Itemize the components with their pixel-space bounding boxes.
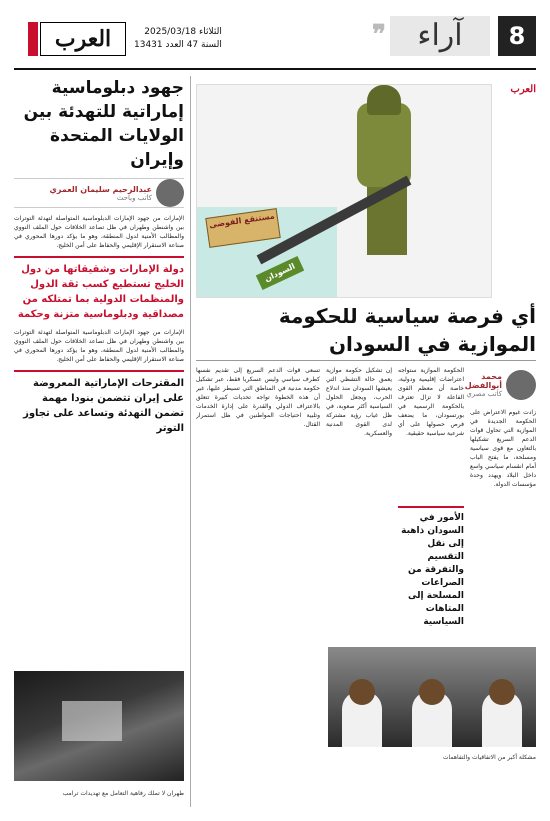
main-photo-caption: مشكلة أكبر من الاتفاقيات والتفاهمات [442, 754, 536, 761]
article-column-1: زادت غيوم الاعتراض على الحكومة الجديدة في الموازية التي تحاول قوات الدعم السريع تشكيلها بالتعاون مع قوى سياسية ومسلحة، ما يفتح الباب أمام انقسام سياسي واسع داخل البلاد ويهدد وحدة مؤسسات الدولة. [470, 409, 536, 488]
main-byline [464, 366, 536, 404]
author-name: محمد أبوالفضل [464, 372, 502, 390]
main-author-block [465, 372, 502, 398]
headline-rule [196, 360, 536, 361]
left-body-text: الإمارات من جهود الإمارات الدبلوماسية المتواصلة لتهدئة التوترات بين واشنطن وطهران في ظل تصاعد الخلافات حول الملف النووي والمطالب الأمنية لدول المنطقة، وهو ما يؤكد دورها المحوري في صناعة الاستقرار الإقليمي والحفاظ على أمن الخليج. [14, 215, 184, 249]
logo: العرب [40, 22, 126, 56]
issue-text: السنة 47 العدد 13431 [134, 40, 222, 50]
main-article [196, 76, 536, 807]
cartoon-sign: مستنقع الفوضى [205, 208, 280, 248]
left-pullquote: دولة الإمارات وشقيقاتها من دول الخليج تستطيع كسب ثقة الدول والمنظمات الدولية بما تمتلكه من مصداقية ودبلوماسية متزنة وحكمة [14, 256, 184, 322]
quote-icon: ❞ [372, 20, 386, 50]
main-headline: أي فرصة سياسية للحكومة الموازية في السودان [278, 304, 536, 356]
cartoon-soldier [357, 103, 411, 187]
dateline [134, 26, 222, 52]
column-separator [190, 76, 191, 807]
header-rule [14, 68, 536, 70]
main-photo [328, 647, 536, 747]
tv-screen [62, 701, 122, 741]
section-title: آراء [390, 16, 490, 56]
author-name: عبدالرحيم سليمان العمري [49, 184, 152, 194]
article-column-3: إن تشكيل حكومة موازية يعمق حالة التشظي التي يعيشها السودان منذ اندلاع الحرب، ويجعل الحلول السياسية أكثر صعوبة، في ظل غياب رؤية مشتركة لدى القوى المدنية والعسكرية. [326, 367, 392, 437]
photo-head [419, 679, 445, 705]
main-pullquote: الأمور في السودان ذاهبة إلى نقل التقسيم والتفرقة من الصراعات المسلحة إلى المتاهات السياسية [398, 506, 464, 629]
left-photo [14, 671, 184, 781]
article-column-2: الحكومة الموازية ستواجه اعتراضات إقليمية ودولية، خاصة أن معظم القوى الفاعلة لا تزال تعترف بالحكومة الرسمية في بورتسودان، ما يضعف فرص حصولها على أي شرعية سياسية حقيقية. [398, 367, 464, 437]
left-pullquote-2: المقترحات الإماراتية المعروضة على إيران تتضمن بنودا مهمة تضمن التهدئة وتساعد على تجاوز التوتر [14, 370, 184, 436]
left-article-title: جهود دبلوماسية إماراتية للتهدئة بين الولايات المتحدة وإيران [23, 78, 184, 170]
cartoon-soldier-helmet [367, 85, 401, 115]
cartoon-logo: العرب [510, 84, 536, 95]
masthead [14, 14, 536, 68]
date-text: الثلاثاء 2025/03/18 [144, 27, 222, 37]
avatar [156, 179, 184, 207]
left-photo-caption: طهران لا تملك رفاهية التعامل مع تهديدات ترامب [62, 790, 184, 797]
author-role: كاتب وباحث [116, 193, 152, 202]
avatar [506, 370, 536, 400]
left-byline [14, 178, 184, 208]
photo-head [489, 679, 515, 705]
cartoon-bottle: السودان [256, 256, 304, 290]
photo-head [349, 679, 375, 705]
article-column-4: تسعى قوات الدعم السريع إلى تقديم نفسها كطرف سياسي وليس عسكريا فقط، عبر تشكيل حكومة مدنية في المناطق التي تسيطر عليها، غير أن هذه الخطوة تواجه تحديات كبيرة تتعلق بالاعتراف الدولي والقدرة على إدارة الخدمات وتلبية احتياجات المواطنين في ظل استمرار القتال. [196, 367, 320, 428]
page-number: 8 [498, 16, 536, 56]
logo-flag [28, 22, 38, 56]
left-body-text-2: الإمارات من جهود الإمارات الدبلوماسية المتواصلة لتهدئة التوترات بين واشنطن وطهران في ظل تصاعد الخلافات حول الملف النووي والمطالب الأمنية لدول المنطقة، وهو ما يؤكد دورها المحوري في صناعة الاستقرار الإقليمي والحفاظ على أمن الخليج. [14, 329, 184, 363]
left-author-block [50, 185, 152, 202]
cartoon [196, 84, 492, 298]
author-role: كاتب مصري [466, 390, 502, 398]
